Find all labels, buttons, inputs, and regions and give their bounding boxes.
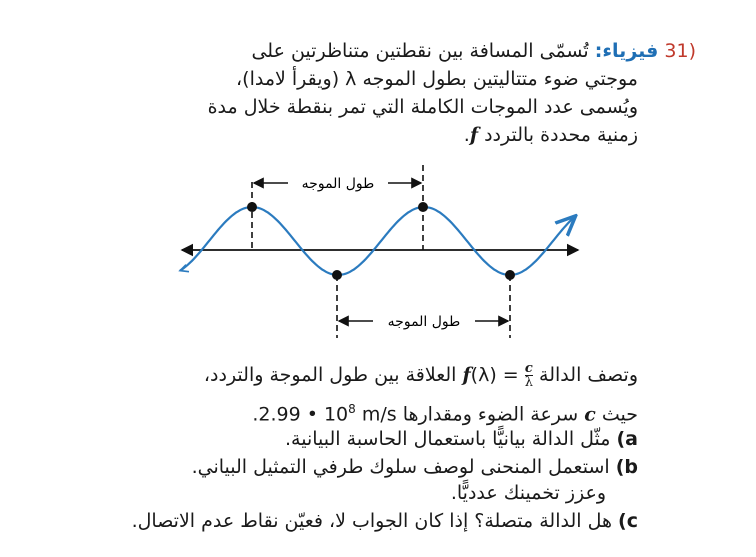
intro-period: . <box>463 124 470 146</box>
intro-text-1: تُسمّى المسافة بين نقطتين متناظرتين على <box>251 40 589 62</box>
part-b-label: b) <box>615 456 638 478</box>
question-subject: فيزياء: <box>594 40 659 62</box>
question-line-3 <box>208 94 638 120</box>
relation-line-1 <box>204 362 638 389</box>
question-number: (31 <box>664 40 696 62</box>
question-line-4 <box>464 122 638 148</box>
wavelength-diagram <box>170 160 590 340</box>
part-b-continued <box>451 480 606 506</box>
speed-symbol: c <box>584 403 596 426</box>
crest-point-1 <box>247 202 257 212</box>
top-wavelength-label: طول الموجه <box>301 176 375 192</box>
frequency-symbol: f <box>469 124 479 146</box>
crest-point-2 <box>418 202 428 212</box>
relation-line-2 <box>252 396 638 427</box>
speed-mantissa: 2.99 • 10 <box>258 403 349 426</box>
trough-point-2 <box>505 270 515 280</box>
part-a-label: a) <box>616 428 638 450</box>
speed-exponent: 8 <box>348 402 356 416</box>
bottom-wavelength-label: طول الموجه <box>387 314 461 330</box>
relation-prefix: وتصف الدالة <box>539 364 638 386</box>
wave-curve <box>180 207 574 275</box>
fraction <box>525 362 533 389</box>
relation-suffix: العلاقة بين طول الموجة والتردد، <box>203 364 457 386</box>
part-b-text: استعمل المنحنى لوصف سلوك طرفي التمثيل البياني. <box>191 456 610 478</box>
part-a <box>285 426 638 452</box>
speed-unit: m/s <box>355 403 397 426</box>
part-c <box>132 508 638 534</box>
speed-value <box>258 396 396 427</box>
part-b <box>192 454 638 480</box>
question-line-2 <box>236 66 638 92</box>
question-line-1 <box>251 38 696 64</box>
trough-point-1 <box>332 270 342 280</box>
intro-text-3: ويُسمى عدد الموجات الكاملة التي تمر بنقطة خلال مدة <box>207 96 638 118</box>
function-argument: (λ) = <box>470 364 519 386</box>
function-name: f <box>462 364 471 386</box>
intro-text-2: موجتي ضوء متتاليتين بطول الموجه λ (ويقرأ لامدا)، <box>236 68 638 90</box>
line2-prefix: حيث <box>601 403 638 426</box>
line2-text: سرعة الضوء ومقدارها <box>402 403 579 426</box>
part-a-text: مثّل الدالة بيانيًّا باستعمال الحاسبة البيانية. <box>285 428 611 450</box>
line2-end: . <box>252 403 259 426</box>
fraction-denominator: λ <box>524 375 533 390</box>
fraction-numerator: c <box>524 361 533 376</box>
part-b-text-2: وعزز تخمينك عدديًّا. <box>450 482 606 504</box>
part-c-text: هل الدالة متصلة؟ إذا كان الجواب لا، فعيّن نقاط عدم الاتصال. <box>131 510 612 532</box>
function-expression <box>462 362 533 389</box>
part-c-label: c) <box>618 510 638 532</box>
intro-text-4: زمنية محددة بالتردد <box>484 124 638 146</box>
